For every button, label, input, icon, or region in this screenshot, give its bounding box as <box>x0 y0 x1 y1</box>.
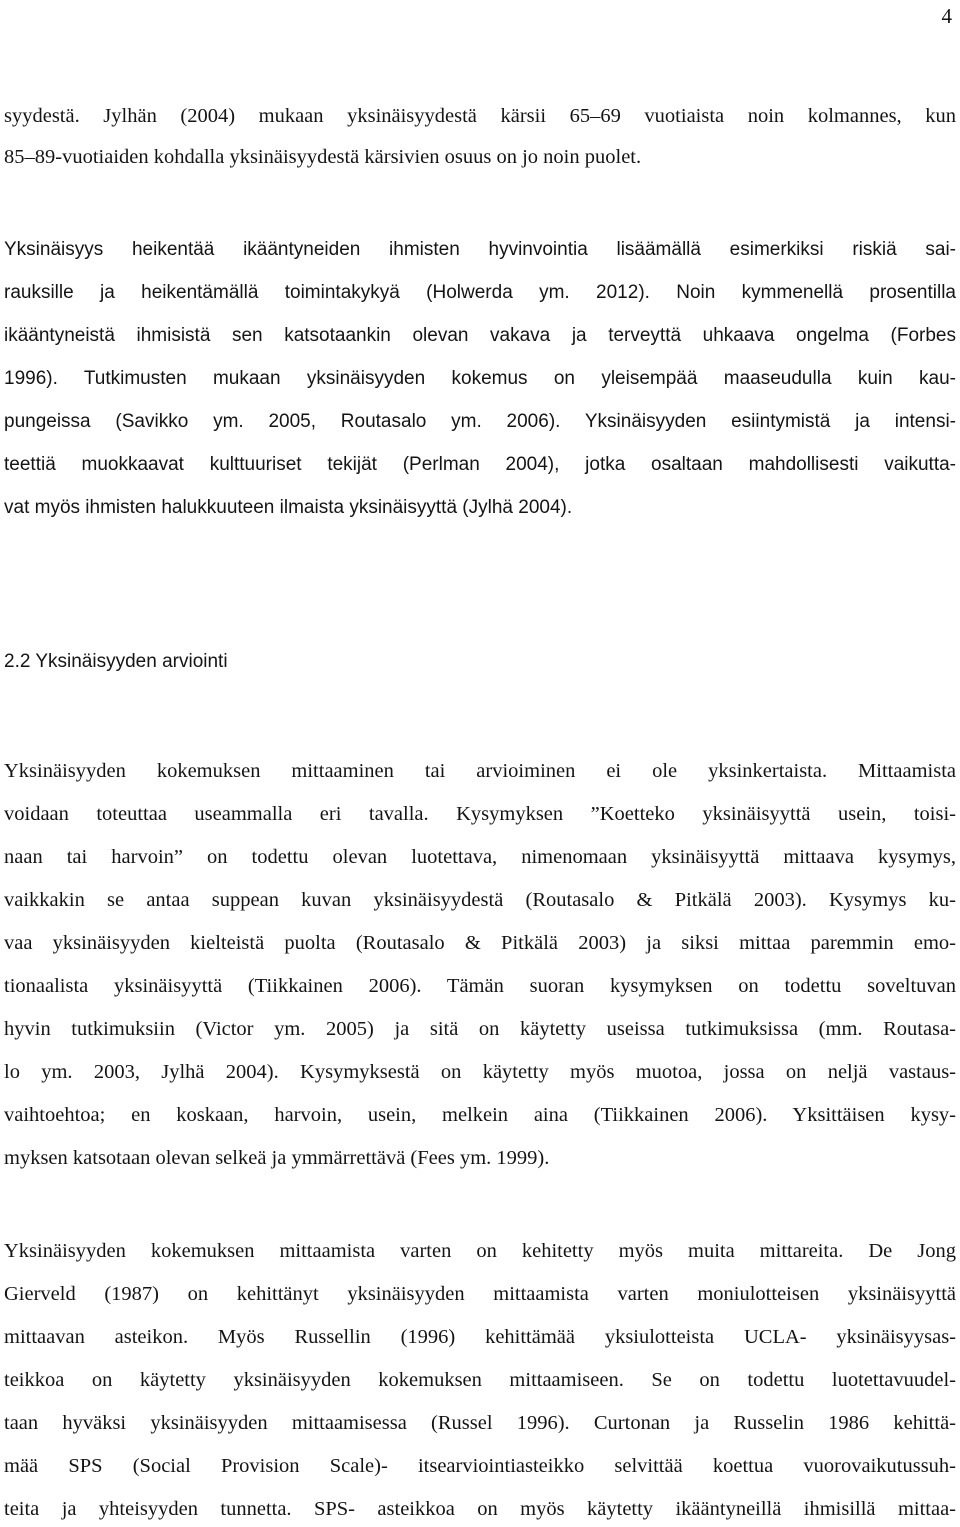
paragraph-3-line: vaikkakin se antaa suppean kuvan yksinäisyydestä (Routasalo & Pitkälä 2003). Kysymys ku- <box>4 889 956 911</box>
paragraph-3-line: naan tai harvoin” on todettu olevan luotettava, nimenomaan yksinäisyyttä mittaava kysymys, <box>4 846 956 868</box>
paragraph-3-line: lo ym. 2003, Jylhä 2004). Kysymyksestä on käytetty myös muotoa, jossa on neljä vastaus- <box>4 1061 956 1083</box>
paragraph-2-line: rauksille ja heikentämällä toimintakykyä (Holwerda ym. 2012). Noin kymmenellä prosentilla <box>4 282 956 303</box>
paragraph-3-line: hyvin tutkimuksiin (Victor ym. 2005) ja sitä on käytetty useissa tutkimuksissa (mm. Routasa- <box>4 1018 956 1040</box>
paragraph-4-line: mää SPS (Social Provision Scale)- itsearviointiasteikko selvittää koettua vuorovaikutussuh- <box>4 1455 956 1477</box>
paragraph-2-line: Yksinäisyys heikentää ikääntyneiden ihmisten hyvinvointia lisäämällä esimerkiksi riskiä sai- <box>4 239 956 260</box>
paragraph-2-line: teettiä muokkaavat kulttuuriset tekijät (Perlman 2004), jotka osaltaan mahdollisesti vaikutta- <box>4 454 956 475</box>
paragraph-1-line: 85–89-vuotiaiden kohdalla yksinäisyydestä kärsivien osuus on jo noin puolet. <box>4 146 642 168</box>
paragraph-3-line: vaa yksinäisyyden kielteistä puolta (Routasalo & Pitkälä 2003) ja siksi mittaa paremmin emo- <box>4 932 956 954</box>
paragraph-2-line: 1996). Tutkimusten mukaan yksinäisyyden kokemus on yleisempää maaseudulla kuin kau- <box>4 368 956 389</box>
paragraph-4-line: Yksinäisyyden kokemuksen mittaamista varten on kehitetty myös muita mittareita. De Jong <box>4 1240 956 1262</box>
paragraph-2-line: ikääntyneistä ihmisistä sen katsotaankin olevan vakava ja terveyttä uhkaava ongelma (Forbes <box>4 325 956 346</box>
paragraph-4-line: taan hyväksi yksinäisyyden mittaamisessa (Russel 1996). Curtonan ja Russelin 1986 kehittä- <box>4 1412 956 1434</box>
paragraph-4-line: teikkoa on käytetty yksinäisyyden kokemuksen mittaamiseen. Se on todettu luotettavuudel- <box>4 1369 956 1391</box>
section-heading: 2.2 Yksinäisyyden arviointi <box>4 651 228 672</box>
paragraph-4-line: mittaavan asteikon. Myös Russellin (1996) kehittämää yksiulotteista UCLA- yksinäisyysas- <box>4 1326 956 1348</box>
paragraph-4-line: Gierveld (1987) on kehittänyt yksinäisyyden mittaamista varten moniulotteisen yksinäisyyttä <box>4 1283 956 1305</box>
paragraph-3-line: myksen katsotaan olevan selkeä ja ymmärrettävä (Fees ym. 1999). <box>4 1147 550 1169</box>
page-number: 4 <box>941 4 952 28</box>
paragraph-3-line: vaihtoehtoa; en koskaan, harvoin, usein, melkein aina (Tiikkainen 2006). Yksittäisen kysy- <box>4 1104 956 1126</box>
paragraph-2-line: pungeissa (Savikko ym. 2005, Routasalo ym. 2006). Yksinäisyyden esiintymistä ja intensi- <box>4 411 956 432</box>
paragraph-3-line: voidaan toteuttaa useammalla eri tavalla. Kysymyksen ”Koetteko yksinäisyyttä usein, toisi- <box>4 803 956 825</box>
paragraph-1-line: syydestä. Jylhän (2004) mukaan yksinäisyydestä kärsii 65–69 vuotiaista noin kolmannes, kun <box>4 105 956 127</box>
paragraph-4-line: teita ja yhteisyyden tunnetta. SPS- asteikkoa on myös käytetty ikääntyneillä ihmisillä mittaa- <box>4 1498 956 1520</box>
paragraph-2-line: vat myös ihmisten halukkuuteen ilmaista yksinäisyyttä (Jylhä 2004). <box>4 497 573 518</box>
paragraph-3-line: tionaalista yksinäisyyttä (Tiikkainen 2006). Tämän suoran kysymyksen on todettu soveltuvan <box>4 975 956 997</box>
paragraph-3-line: Yksinäisyyden kokemuksen mittaaminen tai arvioiminen ei ole yksinkertaista. Mittaamista <box>4 760 956 782</box>
